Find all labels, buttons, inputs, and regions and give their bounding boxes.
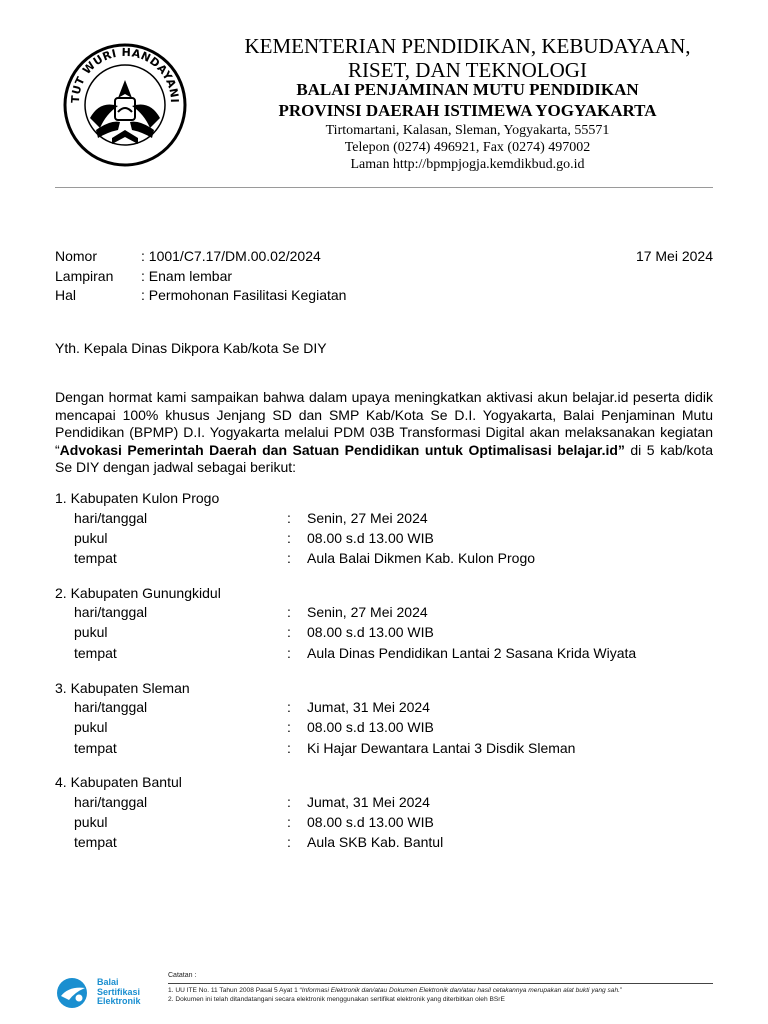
tut-wuri-handayani-logo: [60, 40, 190, 170]
logo-motto: TUT WURI HANDAYANI: [68, 45, 182, 104]
bsre-logo-icon: [55, 976, 95, 1010]
colon: :: [287, 794, 291, 810]
colon: :: [287, 814, 291, 830]
schedule-day: Senin, 27 Mei 2024: [307, 604, 428, 620]
schedule-place: Ki Hajar Dewantara Lantai 3 Disdik Sleman: [307, 740, 576, 756]
colon: :: [287, 604, 291, 620]
day-label: hari/tanggal: [74, 604, 148, 620]
note1-quote: Informasi Elektronik dan/atau Dokumen Elektronik dan/atau hasil cetakannya merupakan alat bukti yang sah.: [301, 987, 620, 994]
letter-date: 17 Mei 2024: [635, 248, 713, 264]
time-label: pukul: [74, 530, 108, 546]
schedule-time: 08.00 s.d 13.00 WIB: [307, 624, 434, 640]
agency-name: BALAI PENJAMINAN MUTU PENDIDIKAN: [296, 80, 639, 99]
activity-title: Advokasi Pemerintah Daerah dan Satuan Pendidikan untuk Optimalisasi belajar.id”: [59, 441, 625, 458]
intro-paragraph: [55, 389, 713, 477]
schedule-day: Senin, 27 Mei 2024: [307, 510, 428, 526]
hal-value: : Permohonan Fasilitasi Kegiatan: [141, 287, 347, 303]
place-label: tempat: [74, 834, 117, 850]
day-label: hari/tanggal: [74, 699, 148, 715]
schedule-time: 08.00 s.d 13.00 WIB: [307, 719, 434, 735]
ministry-name-line1: KEMENTERIAN PENDIDIKAN, KEBUDAYAAN,: [244, 34, 691, 58]
schedule-place: Aula Balai Dikmen Kab. Kulon Progo: [307, 550, 536, 566]
nomor-label: Nomor: [55, 248, 98, 264]
agency-address: Tirtomartani, Kalasan, Sleman, Yogyakarta, 55571: [325, 123, 610, 138]
schedule-day: Jumat, 31 Mei 2024: [307, 794, 430, 810]
note1-prefix: 1. UU ITE No. 11 Tahun 2008 Pasal 5 Ayat 1 “: [168, 987, 302, 994]
colon: :: [287, 645, 291, 661]
agency-website: Laman http://bpmpjogja.kemdikbud.go.id: [350, 157, 585, 172]
ministry-name-line2: RISET, DAN TEKNOLOGI: [348, 58, 587, 82]
colon: :: [287, 719, 291, 735]
schedule-title: 3. Kabupaten Sleman: [55, 680, 190, 696]
day-label: hari/tanggal: [74, 794, 148, 810]
letterhead-divider: [55, 187, 713, 188]
schedule-day: Jumat, 31 Mei 2024: [307, 699, 430, 715]
agency-phone: Telepon (0274) 496921, Fax (0274) 497002: [344, 140, 591, 155]
footer-notes-heading: Catatan :: [168, 972, 197, 979]
place-label: tempat: [74, 550, 117, 566]
hal-label: Hal: [55, 287, 77, 303]
schedule-time: 08.00 s.d 13.00 WIB: [307, 814, 434, 830]
footer-note-2: 2. Dokumen ini telah ditandatangani secara elektronik menggunakan sertifikat elektronik yang diterbitkan oleh BSrE: [168, 996, 505, 1003]
bsre-name: [97, 978, 141, 1007]
footer-divider: [168, 983, 713, 984]
schedule-title: 4. Kabupaten Bantul: [55, 774, 182, 790]
time-label: pukul: [74, 624, 108, 640]
nomor-value: : 1001/C7.17/DM.00.02/2024: [141, 248, 321, 264]
bsre-line3: Elektronik: [97, 996, 141, 1006]
colon: :: [287, 834, 291, 850]
schedule-time: 08.00 s.d 13.00 WIB: [307, 530, 434, 546]
colon: :: [287, 530, 291, 546]
schedule-title: 1. Kabupaten Kulon Progo: [55, 490, 220, 506]
colon: :: [287, 740, 291, 756]
colon: :: [287, 624, 291, 640]
bsre-line1: Balai: [97, 977, 119, 987]
note1-suffix: ”: [619, 987, 623, 994]
bsre-line2: Sertifikasi: [97, 986, 141, 997]
addressee: Yth. Kepala Dinas Dikpora Kab/kota Se DIY: [55, 340, 327, 356]
day-label: hari/tanggal: [74, 510, 148, 526]
time-label: pukul: [74, 719, 108, 735]
intro-end: di 5 kab/kota Se DIY dengan jadwal sebagai berikut:: [55, 441, 713, 475]
schedule-place: Aula Dinas Pendidikan Lantai 2 Sasana Krida Wiyata: [307, 645, 637, 661]
time-label: pukul: [74, 814, 108, 830]
colon: :: [287, 550, 291, 566]
colon: :: [287, 699, 291, 715]
schedule-place: Aula SKB Kab. Bantul: [307, 834, 444, 850]
place-label: tempat: [74, 740, 117, 756]
place-label: tempat: [74, 645, 117, 661]
footer-note-1: [168, 987, 622, 994]
lampiran-label: Lampiran: [55, 268, 114, 284]
colon: :: [287, 510, 291, 526]
schedule-title: 2. Kabupaten Gunungkidul: [55, 585, 221, 601]
intro-text: Dengan hormat kami sampaikan bahwa dalam upaya meningkatkan aktivasi akun belajar.id peserta didik mencapai 100% khusus Jenjang SD dan SMP Kab/Kota Se D.I. Yogyakarta, Balai Penjaminan Mutu Pendidikan (BPMP) D.I. Yogyakarta melalui PDM 03B Transformasi Digital akan melaksanakan kegiatan “: [55, 389, 713, 458]
province-name: PROVINSI DAERAH ISTIMEWA YOGYAKARTA: [278, 101, 657, 120]
lampiran-value: : Enam lembar: [141, 268, 233, 284]
